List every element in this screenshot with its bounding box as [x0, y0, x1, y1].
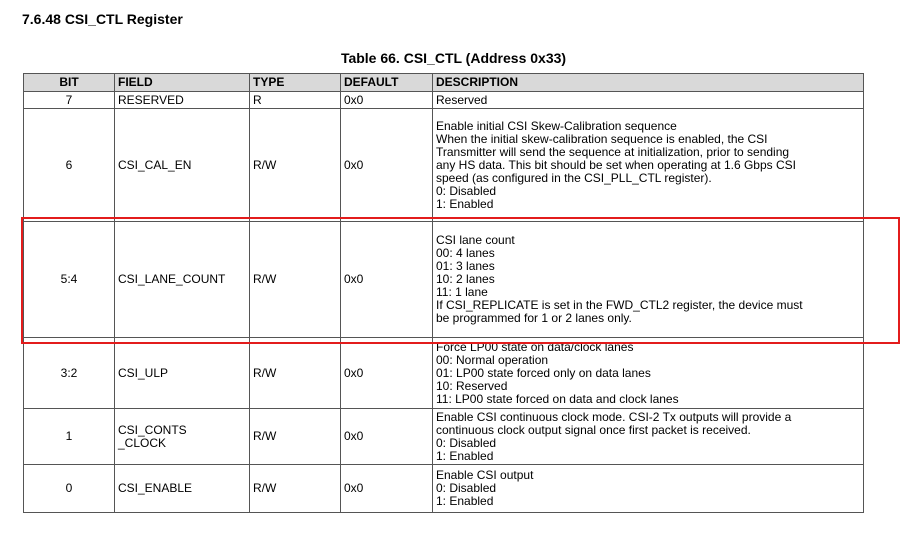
field-name-line: CSI_CAL_EN	[118, 157, 192, 172]
description-line: any HS data. This bit should be set when operating at 1.6 Gbps CSI	[436, 157, 796, 172]
cell-field	[115, 465, 250, 513]
table-row	[24, 222, 864, 338]
cell-bit: 1	[24, 409, 115, 465]
field-name-line: CSI_CONTS	[118, 422, 187, 437]
description-line: When the initial skew-calibration sequence is enabled, the CSI	[436, 131, 768, 146]
table-row	[24, 409, 864, 465]
cell-field	[115, 222, 250, 338]
header-field: FIELD	[115, 74, 250, 92]
header-default: DEFAULT	[341, 74, 433, 92]
cell-bit: 0	[24, 465, 115, 513]
cell-description	[433, 338, 864, 409]
description-line: Enable initial CSI Skew-Calibration sequence	[436, 118, 677, 133]
cell-bit: 5:4	[24, 222, 115, 338]
table-row	[24, 109, 864, 222]
header-type: TYPE	[250, 74, 341, 92]
cell-description	[433, 465, 864, 513]
description-line: 01: 3 lanes	[436, 259, 495, 273]
section-title: 7.6.48 CSI_CTL Register	[22, 11, 183, 27]
cell-type: R/W	[250, 465, 341, 513]
table-body	[24, 92, 864, 513]
cell-bit: 6	[24, 109, 115, 222]
field-name-line: RESERVED	[118, 92, 184, 107]
description-line: 10: 2 lanes	[436, 272, 495, 286]
cell-type: R/W	[250, 409, 341, 465]
cell-description	[433, 92, 864, 109]
table-row	[24, 465, 864, 513]
description-line: 10: Reserved	[436, 378, 508, 393]
description-line: If CSI_REPLICATE is set in the FWD_CTL2 register, the device must	[436, 298, 803, 312]
description-line: speed (as configured in the CSI_PLL_CTL register).	[436, 170, 712, 185]
description-line: Reserved	[436, 92, 488, 107]
cell-field	[115, 409, 250, 465]
table-caption: Table 66. CSI_CTL (Address 0x33)	[340, 50, 567, 66]
description-line: 1: Enabled	[436, 494, 494, 508]
cell-description	[433, 109, 864, 222]
description-line: 00: 4 lanes	[436, 246, 495, 260]
cell-field	[115, 92, 250, 109]
cell-default: 0x0	[341, 222, 433, 338]
description-line: CSI lane count	[436, 233, 515, 247]
cell-type: R/W	[250, 109, 341, 222]
description-line: Transmitter will send the sequence at initialization, prior to sending	[436, 144, 790, 159]
cell-default: 0x0	[341, 338, 433, 409]
description-line: be programmed for 1 or 2 lanes only.	[436, 311, 632, 325]
cell-type: R/W	[250, 338, 341, 409]
field-name-line: CSI_LANE_COUNT	[118, 272, 226, 286]
cell-default: 0x0	[341, 465, 433, 513]
cell-type: R	[250, 92, 341, 109]
cell-field	[115, 109, 250, 222]
description-line: 1: Enabled	[436, 196, 494, 211]
cell-bit: 7	[24, 92, 115, 109]
table-row	[24, 338, 864, 409]
table-row	[24, 92, 864, 109]
description-line: 0: Disabled	[436, 183, 497, 198]
field-name-line: CSI_ULP	[118, 365, 169, 380]
cell-description	[433, 409, 864, 465]
table-header-row	[24, 74, 864, 92]
field-name-line: _CLOCK	[118, 435, 167, 450]
description-line: 1: Enabled	[436, 448, 494, 463]
description-line: 11: LP00 state forced on data and clock lanes	[436, 391, 679, 406]
cell-default: 0x0	[341, 409, 433, 465]
cell-type: R/W	[250, 222, 341, 338]
description-line: 0: Disabled	[436, 435, 497, 450]
description-line: 0: Disabled	[436, 481, 497, 495]
header-description: DESCRIPTION	[433, 74, 864, 92]
description-line: 00: Normal operation	[436, 352, 549, 367]
cell-description	[433, 222, 864, 338]
cell-default: 0x0	[341, 92, 433, 109]
register-table	[23, 73, 864, 513]
description-line: 11: 1 lane	[436, 285, 488, 299]
cell-default: 0x0	[341, 109, 433, 222]
description-line: continuous clock output signal once first packet is received.	[436, 422, 751, 437]
cell-bit: 3:2	[24, 338, 115, 409]
description-line: Enable CSI output	[436, 468, 534, 482]
description-line: Enable CSI continuous clock mode. CSI-2 Tx outputs will provide a	[436, 409, 792, 424]
header-bit: BIT	[24, 74, 115, 92]
cell-field	[115, 338, 250, 409]
description-line: 01: LP00 state forced only on data lanes	[436, 365, 651, 380]
description-line: Force LP00 state on data/clock lanes	[436, 339, 634, 354]
field-name-line: CSI_ENABLE	[118, 481, 193, 495]
